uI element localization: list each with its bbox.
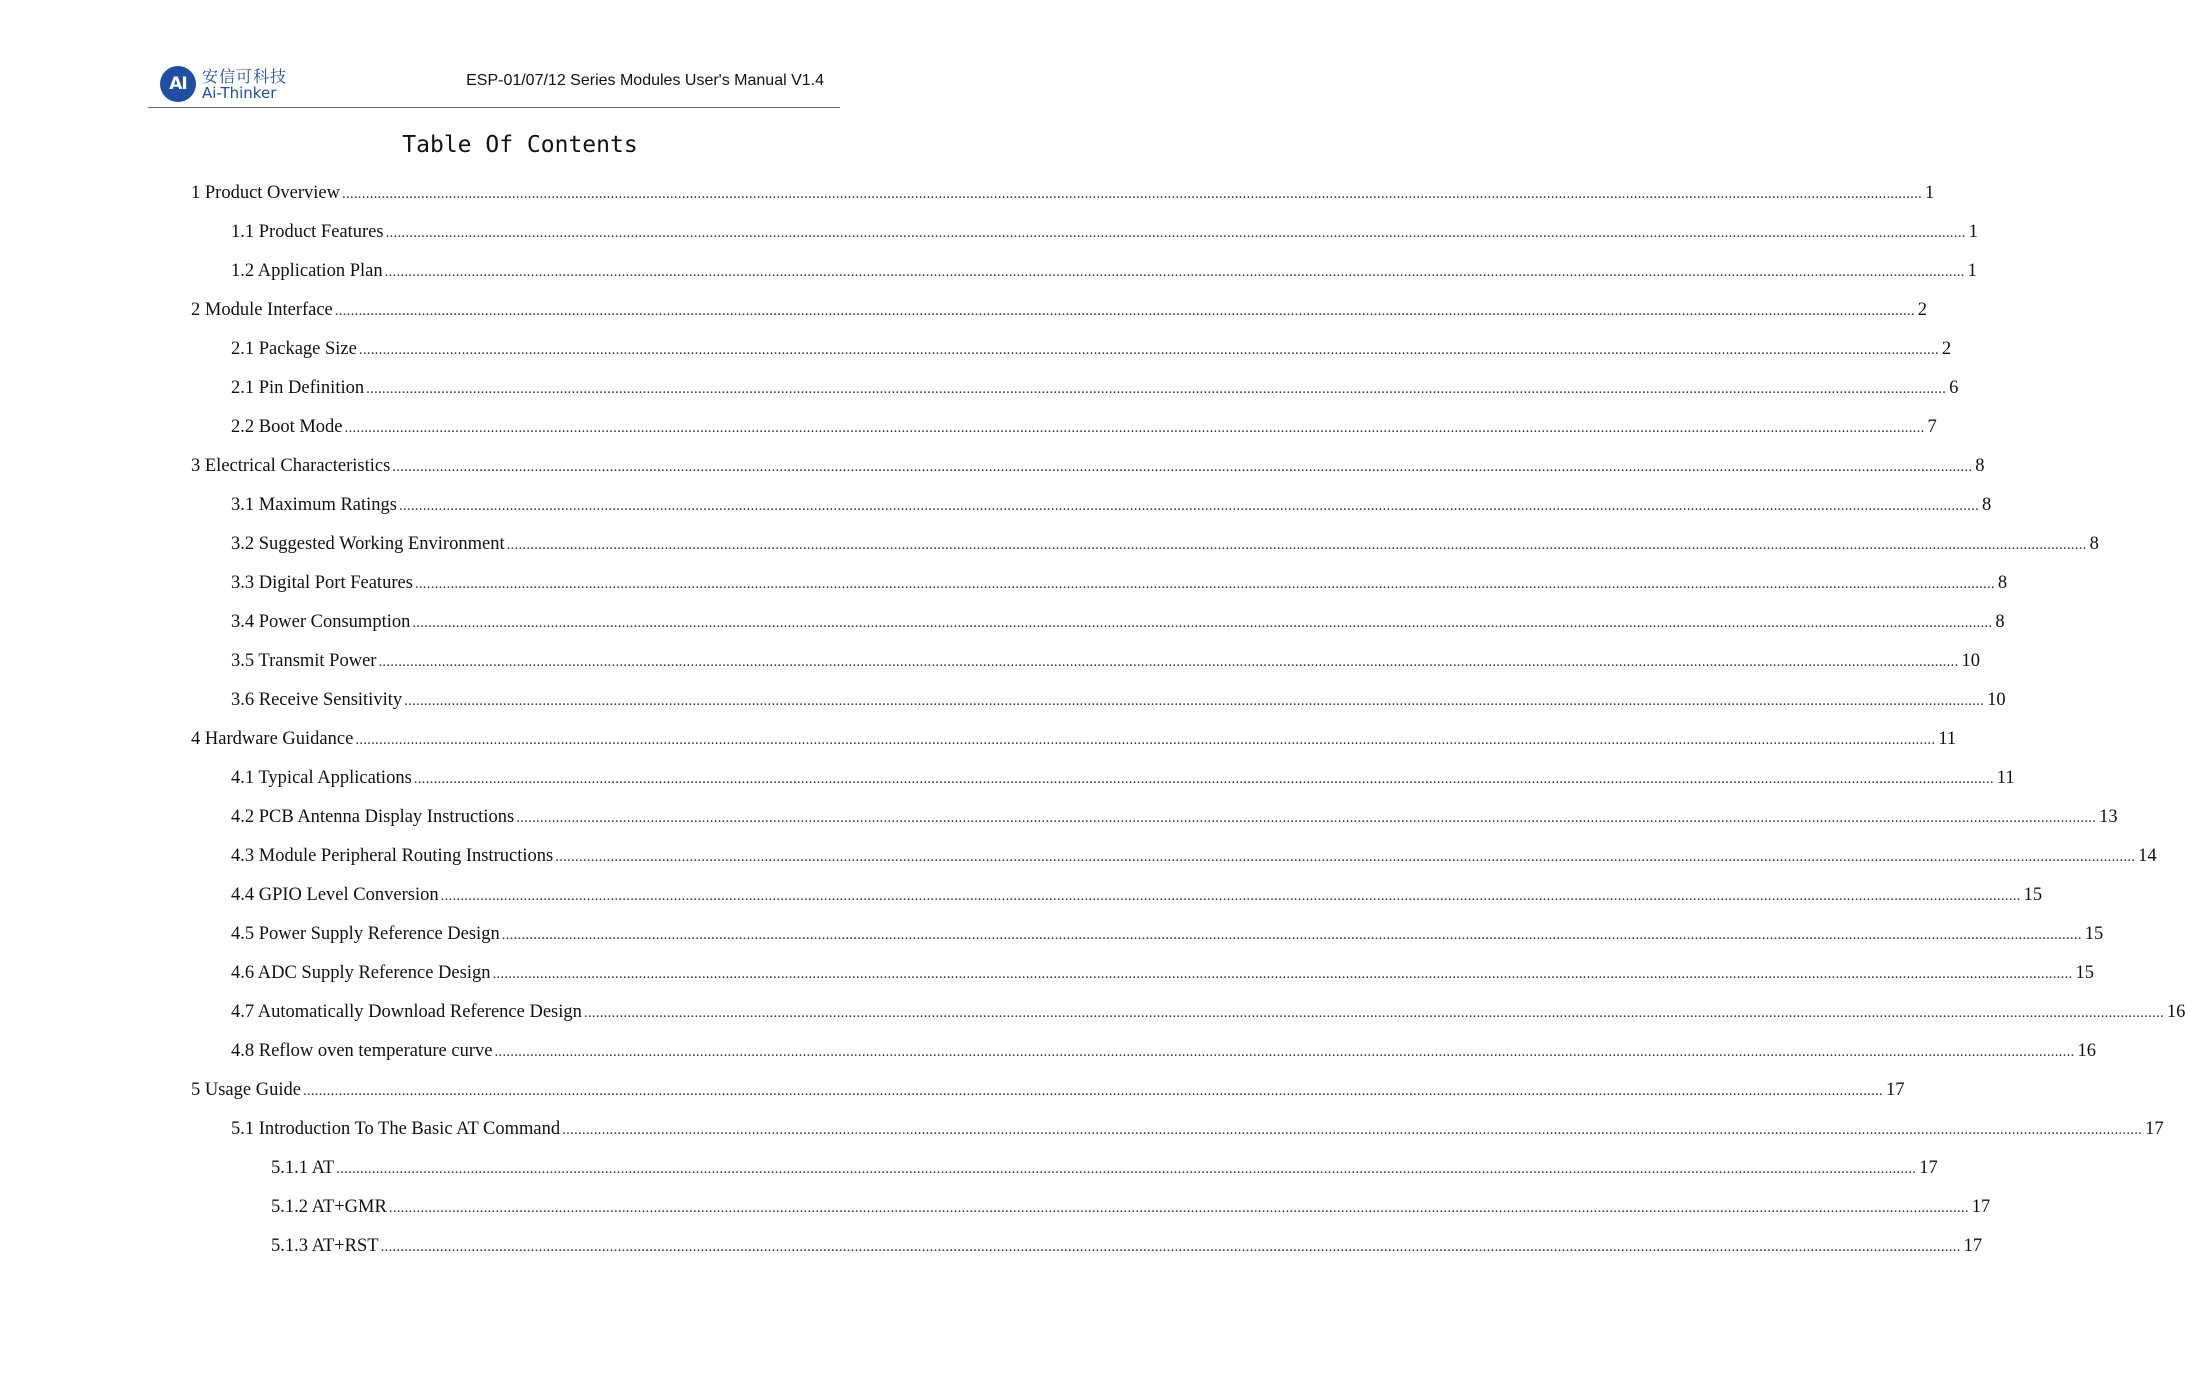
toc-entry-page-number: 1 <box>1967 261 1977 281</box>
toc-entry[interactable] <box>271 1149 1938 1188</box>
toc-entry-label: 3 Electrical Characteristics <box>191 456 391 476</box>
toc-entry-page-number: 8 <box>2089 534 2099 554</box>
toc-entry-label: 5.1 Introduction To The Basic AT Command <box>231 1119 561 1139</box>
toc-entry-page-number: 17 <box>1971 1197 1991 1217</box>
toc-entry-page-number: 15 <box>2023 885 2043 905</box>
toc-entry[interactable] <box>231 486 1992 525</box>
toc-leader-dots: ................................................................................................................................................................................................................................................................................................................................................................................................................ <box>358 342 1939 358</box>
toc-heading: Table Of Contents <box>402 132 638 158</box>
toc-leader-dots: ................................................................................................................................................................................................................................................................................................................................................................................................................ <box>384 264 1965 280</box>
toc-entry[interactable] <box>231 954 2094 993</box>
toc-entry-label: 4.4 GPIO Level Conversion <box>231 885 439 905</box>
toc-entry-page-number: 10 <box>1987 690 2006 710</box>
toc-entry-page-number: 11 <box>1996 768 2015 788</box>
toc-entry-page-number: 16 <box>2077 1041 2096 1061</box>
toc-entry-page-number: 8 <box>1975 456 1985 476</box>
toc-entry[interactable] <box>191 720 1957 759</box>
toc-entry-label: 3.2 Suggested Working Environment <box>231 534 505 554</box>
toc-entry-page-number: 7 <box>1927 417 1937 437</box>
toc-leader-dots: ................................................................................................................................................................................................................................................................................................................................................................................................................ <box>380 1239 1961 1255</box>
toc-entry-label: 4.8 Reflow oven temperature curve <box>231 1041 493 1061</box>
company-name-english: Ai-Thinker <box>202 84 277 102</box>
toc-leader-dots: ................................................................................................................................................................................................................................................................................................................................................................................................................ <box>355 732 1936 748</box>
toc-entry-label: 4.6 ADC Supply Reference Design <box>231 963 491 983</box>
toc-leader-dots: ................................................................................................................................................................................................................................................................................................................................................................................................................ <box>414 576 1995 592</box>
toc-entry-page-number: 8 <box>1982 495 1992 515</box>
toc-entry-label: 3.5 Transmit Power <box>231 651 377 671</box>
toc-leader-dots: ................................................................................................................................................................................................................................................................................................................................................................................................................ <box>492 966 2073 982</box>
toc-entry[interactable] <box>231 876 2043 915</box>
toc-leader-dots: ................................................................................................................................................................................................................................................................................................................................................................................................................ <box>404 693 1985 709</box>
toc-leader-dots: ................................................................................................................................................................................................................................................................................................................................................................................................................ <box>334 303 1915 319</box>
company-name-chinese: 安信可科技 <box>202 67 288 86</box>
toc-entry-page-number: 2 <box>1941 339 1952 359</box>
toc-entry-label: 4.2 PCB Antenna Display Instructions <box>231 807 515 827</box>
toc-entry[interactable] <box>231 837 2157 876</box>
toc-entry-label: 2.2 Boot Mode <box>231 417 343 437</box>
toc-leader-dots: ................................................................................................................................................................................................................................................................................................................................................................................................................ <box>516 810 2097 826</box>
toc-entry-page-number: 8 <box>1995 612 2005 632</box>
toc-entry[interactable] <box>231 993 2185 1032</box>
toc-entry-page-number: 16 <box>2166 1002 2185 1022</box>
document-title: ESP-01/07/12 Series Modules User's Manual V1.4 <box>466 72 824 89</box>
toc-entry-label: 4.1 Typical Applications <box>231 768 412 788</box>
toc-entry-page-number: 17 <box>2145 1119 2164 1139</box>
toc-entry-page-number: 1 <box>1925 183 1935 203</box>
toc-entry-label: 3.6 Receive Sensitivity <box>231 690 403 710</box>
toc-entry-page-number: 13 <box>2099 807 2118 827</box>
toc-leader-dots: ................................................................................................................................................................................................................................................................................................................................................................................................................ <box>562 1122 2143 1138</box>
toc-entry-page-number: 15 <box>2084 924 2104 944</box>
toc-entry-label: 3.3 Digital Port Features <box>231 573 413 593</box>
toc-leader-dots: ................................................................................................................................................................................................................................................................................................................................................................................................................ <box>392 459 1973 475</box>
toc-entry-label: 2.1 Pin Definition <box>231 378 365 398</box>
toc-entry-label: 1.2 Application Plan <box>231 261 383 281</box>
toc-entry[interactable] <box>231 681 2006 720</box>
toc-entry-page-number: 1 <box>1968 222 1978 242</box>
toc-leader-dots: ................................................................................................................................................................................................................................................................................................................................................................................................................ <box>555 849 2136 865</box>
toc-entry-page-number: 17 <box>1963 1236 1983 1256</box>
toc-entry[interactable] <box>231 798 2118 837</box>
toc-entry[interactable] <box>231 213 1978 252</box>
toc-entry[interactable] <box>231 369 1959 408</box>
toc-entry-label: 4.3 Module Peripheral Routing Instructions <box>231 846 554 866</box>
toc-entry-page-number: 2 <box>1917 300 1928 320</box>
toc-entry-label: 5.1.3 AT+RST <box>271 1236 379 1256</box>
toc-leader-dots: ................................................................................................................................................................................................................................................................................................................................................................................................................ <box>366 381 1947 397</box>
toc-entry[interactable] <box>231 603 2005 642</box>
toc-entry[interactable] <box>191 1071 1905 1110</box>
toc-entry[interactable] <box>231 330 1952 369</box>
toc-leader-dots: ................................................................................................................................................................................................................................................................................................................................................................................................................ <box>506 537 2087 553</box>
toc-entry[interactable] <box>231 1110 2164 1149</box>
toc-entry-label: 4.5 Power Supply Reference Design <box>231 924 500 944</box>
toc-entry-label: 1.1 Product Features <box>231 222 384 242</box>
header-divider <box>148 107 840 108</box>
toc-entry[interactable] <box>231 642 1980 681</box>
toc-leader-dots: ................................................................................................................................................................................................................................................................................................................................................................................................................ <box>494 1044 2075 1060</box>
toc-leader-dots: ................................................................................................................................................................................................................................................................................................................................................................................................................ <box>501 927 2082 943</box>
toc-leader-dots: ................................................................................................................................................................................................................................................................................................................................................................................................................ <box>412 615 1993 631</box>
toc-entry[interactable] <box>191 291 1928 330</box>
toc-entry[interactable] <box>231 525 2099 564</box>
toc-entry-label: 1 Product Overview <box>191 183 340 203</box>
toc-entry-label: 3.4 Power Consumption <box>231 612 411 632</box>
toc-entry[interactable] <box>231 759 2015 798</box>
toc-leader-dots: ................................................................................................................................................................................................................................................................................................................................................................................................................ <box>342 186 1922 202</box>
toc-entry-label: 5.1.1 AT <box>271 1158 335 1178</box>
toc-entry[interactable] <box>231 564 2008 603</box>
toc-entry[interactable] <box>191 447 1985 486</box>
toc-entry[interactable] <box>231 915 2104 954</box>
toc-entry-label: 5 Usage Guide <box>191 1080 301 1100</box>
toc-entry-page-number: 10 <box>1961 651 1980 671</box>
toc-entry-label: 2 Module Interface <box>191 300 333 320</box>
toc-leader-dots: ................................................................................................................................................................................................................................................................................................................................................................................................................ <box>440 888 2021 904</box>
toc-entry[interactable] <box>271 1188 1991 1227</box>
toc-entry-label: 2.1 Package Size <box>231 339 357 359</box>
toc-entry[interactable] <box>191 174 1935 213</box>
toc-entry-label: 4 Hardware Guidance <box>191 729 354 749</box>
toc-leader-dots: ................................................................................................................................................................................................................................................................................................................................................................................................................ <box>583 1005 2164 1021</box>
toc-entry-page-number: 11 <box>1938 729 1957 749</box>
toc-leader-dots: ................................................................................................................................................................................................................................................................................................................................................................................................................ <box>413 771 1994 787</box>
toc-leader-dots: ................................................................................................................................................................................................................................................................................................................................................................................................................ <box>385 225 1966 241</box>
toc-entry-page-number: 6 <box>1949 378 1959 398</box>
toc-leader-dots: ................................................................................................................................................................................................................................................................................................................................................................................................................ <box>302 1083 1883 1099</box>
toc-entry-label: 4.7 Automatically Download Reference Design <box>231 1002 582 1022</box>
ai-thinker-logo-icon: AI <box>160 66 196 102</box>
toc-entry-label: 5.1.2 AT+GMR <box>271 1197 387 1217</box>
toc-entry[interactable] <box>231 252 1977 291</box>
toc-leader-dots: ................................................................................................................................................................................................................................................................................................................................................................................................................ <box>399 498 1979 514</box>
toc-entry-page-number: 15 <box>2075 963 2094 983</box>
toc-entry-page-number: 17 <box>1885 1080 1905 1100</box>
toc-entry-page-number: 8 <box>1997 573 2008 593</box>
toc-entry[interactable] <box>271 1227 1983 1266</box>
page-header <box>148 62 840 108</box>
toc-entry-page-number: 14 <box>2138 846 2157 866</box>
toc-leader-dots: ................................................................................................................................................................................................................................................................................................................................................................................................................ <box>344 420 1925 436</box>
toc-entry[interactable] <box>231 1032 2096 1071</box>
toc-leader-dots: ................................................................................................................................................................................................................................................................................................................................................................................................................ <box>378 654 1959 670</box>
toc-entry-page-number: 17 <box>1919 1158 1938 1178</box>
toc-entry[interactable] <box>231 408 1937 447</box>
toc-entry-label: 3.1 Maximum Ratings <box>231 495 397 515</box>
toc-leader-dots: ................................................................................................................................................................................................................................................................................................................................................................................................................ <box>388 1200 1969 1216</box>
toc-leader-dots: ................................................................................................................................................................................................................................................................................................................................................................................................................ <box>336 1161 1917 1177</box>
